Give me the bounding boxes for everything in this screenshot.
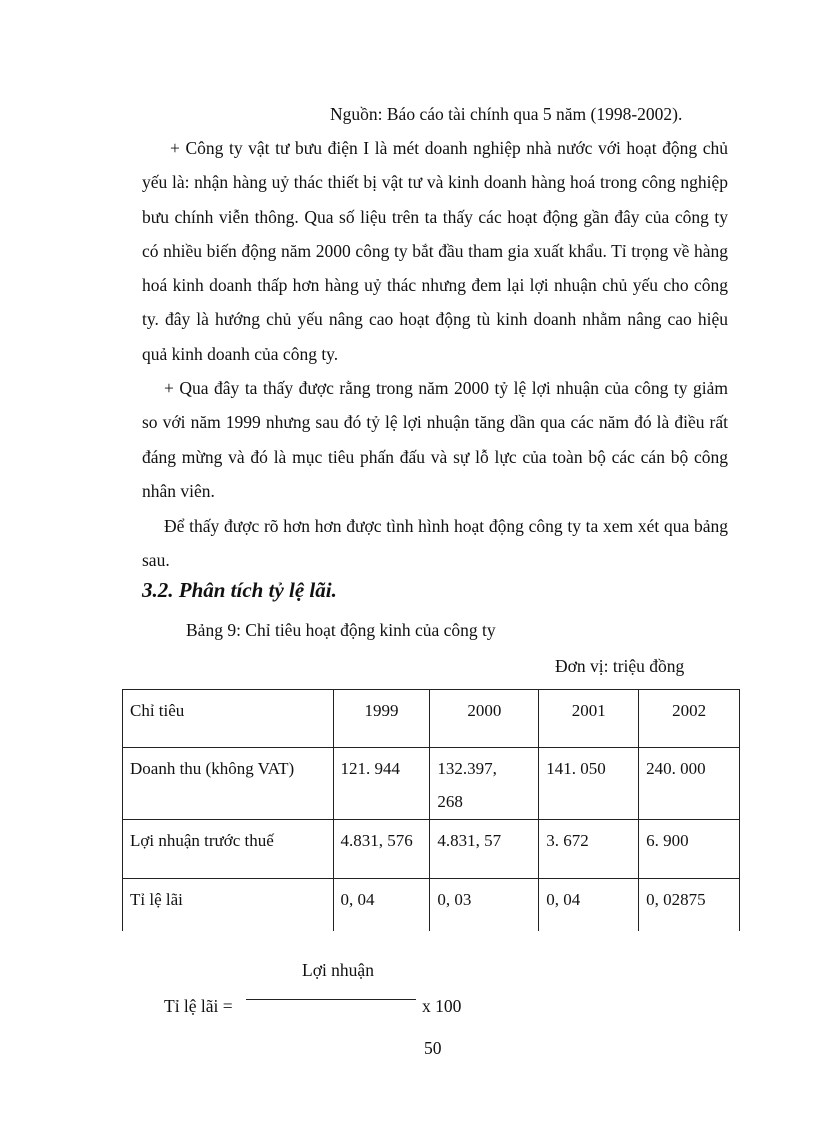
header-cell-year: 1999 (333, 690, 430, 748)
table-cell-label: Doanh thu (không VAT) (123, 748, 334, 820)
table-cell: 0, 03 (430, 879, 539, 931)
source-note: Nguồn: Báo cáo tài chính qua 5 năm (1998-2002). (330, 104, 683, 124)
table-cell: 0, 02875 (639, 879, 740, 931)
table-cell: 4.831, 57 (430, 820, 539, 879)
paragraph-company-overview: + Công ty vật tư bưu điện I là mét doanh nghiệp nhà nước với hoạt động chủ yếu là: nhận hàng uỷ thác thiết bị vật tư và kinh doanh hàng hoá trong công nghiệp bưu chính viễn thông. Qua số liệu trên ta thấy các hoạt động gần đây của công ty có nhiều biến động năm 2000 công ty bắt đầu tham gia xuất khẩu. Tỉ trọng về hàng hoá kinh doanh thấp hơn hàng uỷ thác nhưng đem lại lợi nhuận chủ yếu cho công ty. đây là hướng chủ yếu nâng cao hoạt động tù kinh doanh nhằm nâng cao hiệu quả kinh doanh của công ty. (142, 138, 728, 364)
table-cell: 121. 944 (333, 748, 430, 820)
header-cell-year: 2002 (639, 690, 740, 748)
table-row (123, 748, 740, 820)
formula-numerator: Lợi nhuận (302, 960, 374, 980)
paragraph-profit-analysis: + Qua đây ta thấy được rằng trong năm 2000 tỷ lệ lợi nhuận của công ty giảm so với năm 1999 nhưng sau đó tỷ lệ lợi nhuận tăng dần qua các năm đó là điều rất đáng mừng và đó là mục tiêu phấn đấu và sự lỗ lực của toàn bộ các cán bộ công nhân viên. (142, 378, 728, 501)
table-cell: 0, 04 (333, 879, 430, 931)
table-row (123, 820, 740, 879)
table-cell-label: Lợi nhuận trước thuế (123, 820, 334, 879)
formula-lhs: Tỉ lệ lãi = (164, 996, 233, 1016)
formula-multiplier: x 100 (422, 996, 462, 1016)
table-cell-label: Tỉ lệ lãi (123, 879, 334, 931)
header-cell-year: 2001 (539, 690, 639, 748)
section-heading: 3.2. Phân tích tỷ lệ lãi. (142, 578, 337, 602)
unit-note: Đơn vị: triệu đồng (555, 656, 685, 676)
table-caption: Bảng 9: Chỉ tiêu hoạt động kinh của công ty (186, 620, 496, 640)
paragraph-table-intro: Để thấy được rõ hơn hơn được tình hình hoạt động công ty ta xem xét qua bảng sau. (142, 516, 728, 571)
table-cell: 132.397, 268 (430, 748, 539, 820)
table-row (123, 879, 740, 931)
table-cell: 4.831, 576 (333, 820, 430, 879)
indicator-table (122, 689, 740, 931)
fraction-bar (246, 999, 416, 1000)
header-cell-indicator: Chỉ tiêu (123, 690, 334, 748)
page-number: 50 (424, 1038, 442, 1058)
table-cell: 0, 04 (539, 879, 639, 931)
table-cell: 6. 900 (639, 820, 740, 879)
table-header-row (123, 690, 740, 748)
header-cell-year: 2000 (430, 690, 539, 748)
table-cell: 3. 672 (539, 820, 639, 879)
table-cell: 240. 000 (639, 748, 740, 820)
table-cell: 141. 050 (539, 748, 639, 820)
